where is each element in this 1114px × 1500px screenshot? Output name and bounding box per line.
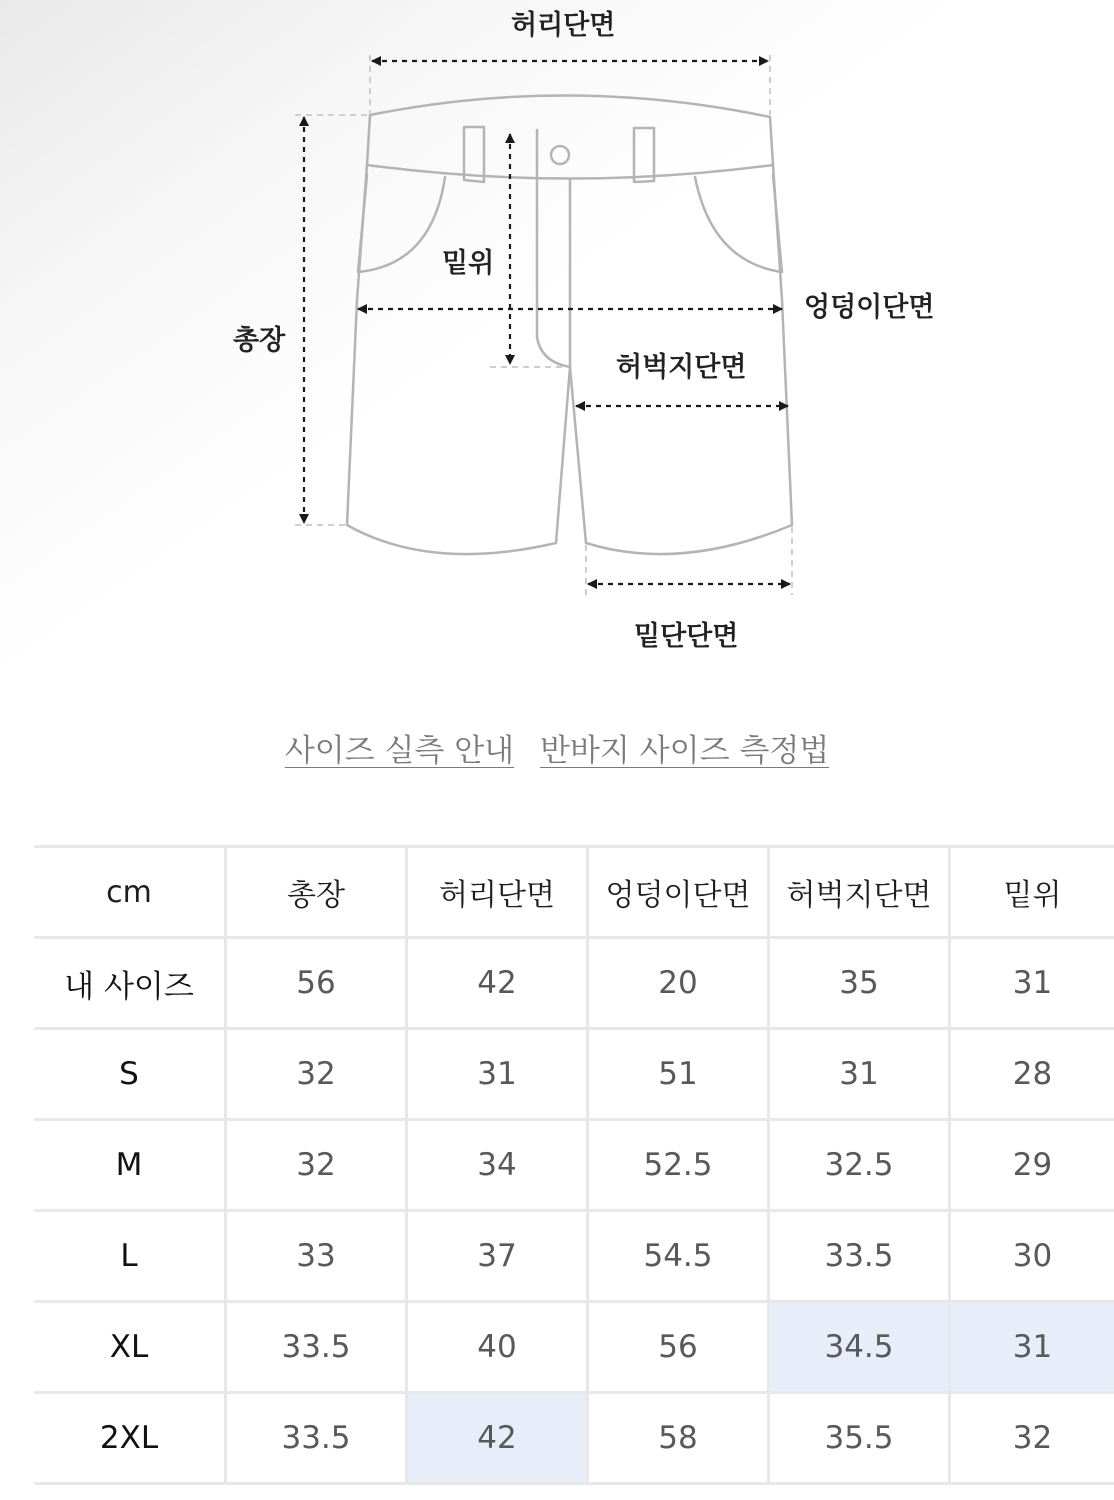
table-cell: 52.5 bbox=[586, 1121, 767, 1212]
header-unit: cm bbox=[34, 845, 224, 939]
table-cell: 33 bbox=[224, 1212, 405, 1303]
size-guide-links bbox=[0, 733, 1114, 770]
rise-label: 밑위 bbox=[442, 248, 495, 279]
table-row-2xl bbox=[34, 1394, 1114, 1485]
table-cell: 34 bbox=[405, 1121, 586, 1212]
table-cell: 31 bbox=[767, 1030, 948, 1121]
row-label: XL bbox=[34, 1303, 224, 1394]
table-cell: 35.5 bbox=[767, 1394, 948, 1485]
table-cell: 31 bbox=[405, 1030, 586, 1121]
row-label: S bbox=[34, 1030, 224, 1121]
table-cell: 56 bbox=[586, 1303, 767, 1394]
table-cell: 33.5 bbox=[224, 1303, 405, 1394]
table-cell-highlighted: 42 bbox=[405, 1394, 586, 1485]
table-row-my-size bbox=[34, 939, 1114, 1030]
table-cell: 29 bbox=[948, 1121, 1114, 1212]
row-label: 내 사이즈 bbox=[34, 939, 224, 1030]
hem-label: 밑단단면 bbox=[634, 621, 739, 652]
table-cell: 56 bbox=[224, 939, 405, 1030]
table-cell: 31 bbox=[948, 939, 1114, 1030]
table-cell: 40 bbox=[405, 1303, 586, 1394]
table-cell: 35 bbox=[767, 939, 948, 1030]
table-cell: 58 bbox=[586, 1394, 767, 1485]
table-row-xl bbox=[34, 1303, 1114, 1394]
table-cell: 54.5 bbox=[586, 1212, 767, 1303]
shorts-outline bbox=[347, 95, 792, 554]
table-row-m bbox=[34, 1121, 1114, 1212]
table-cell: 51 bbox=[586, 1030, 767, 1121]
header-hip: 엉덩이단면 bbox=[586, 845, 767, 939]
table-cell: 32 bbox=[948, 1394, 1114, 1485]
table-cell-highlighted: 34.5 bbox=[767, 1303, 948, 1394]
table-cell: 30 bbox=[948, 1212, 1114, 1303]
table-cell-highlighted: 31 bbox=[948, 1303, 1114, 1394]
table-cell: 28 bbox=[948, 1030, 1114, 1121]
table-cell: 20 bbox=[586, 939, 767, 1030]
waist-label: 허리단면 bbox=[511, 10, 616, 41]
table-cell: 32 bbox=[224, 1121, 405, 1212]
measurement-arrows bbox=[304, 61, 790, 584]
row-label: 2XL bbox=[34, 1394, 224, 1485]
shorts-measuring-method-link[interactable]: 반바지 사이즈 측정법 bbox=[539, 733, 830, 769]
table-cell: 32.5 bbox=[767, 1121, 948, 1212]
size-measurement-guide-link[interactable]: 사이즈 실측 안내 bbox=[284, 733, 515, 769]
table-cell: 32 bbox=[224, 1030, 405, 1121]
header-thigh: 허벅지단면 bbox=[767, 845, 948, 939]
table-cell: 42 bbox=[405, 939, 586, 1030]
table-cell: 37 bbox=[405, 1212, 586, 1303]
header-length: 총장 bbox=[224, 845, 405, 939]
header-rise: 밑위 bbox=[948, 845, 1114, 939]
thigh-label: 허벅지단면 bbox=[616, 352, 747, 383]
row-label: M bbox=[34, 1121, 224, 1212]
header-waist: 허리단면 bbox=[405, 845, 586, 939]
hip-label: 엉덩이단면 bbox=[804, 292, 935, 323]
table-header-row bbox=[34, 845, 1114, 939]
length-label: 총장 bbox=[233, 325, 286, 356]
shorts-measurement-diagram bbox=[0, 0, 1114, 690]
table-cell: 33.5 bbox=[224, 1394, 405, 1485]
size-table bbox=[34, 845, 1114, 1485]
table-row-s bbox=[34, 1030, 1114, 1121]
shorts-outline-illustration bbox=[0, 0, 1114, 690]
table-cell: 33.5 bbox=[767, 1212, 948, 1303]
row-label: L bbox=[34, 1212, 224, 1303]
table-row-l bbox=[34, 1212, 1114, 1303]
